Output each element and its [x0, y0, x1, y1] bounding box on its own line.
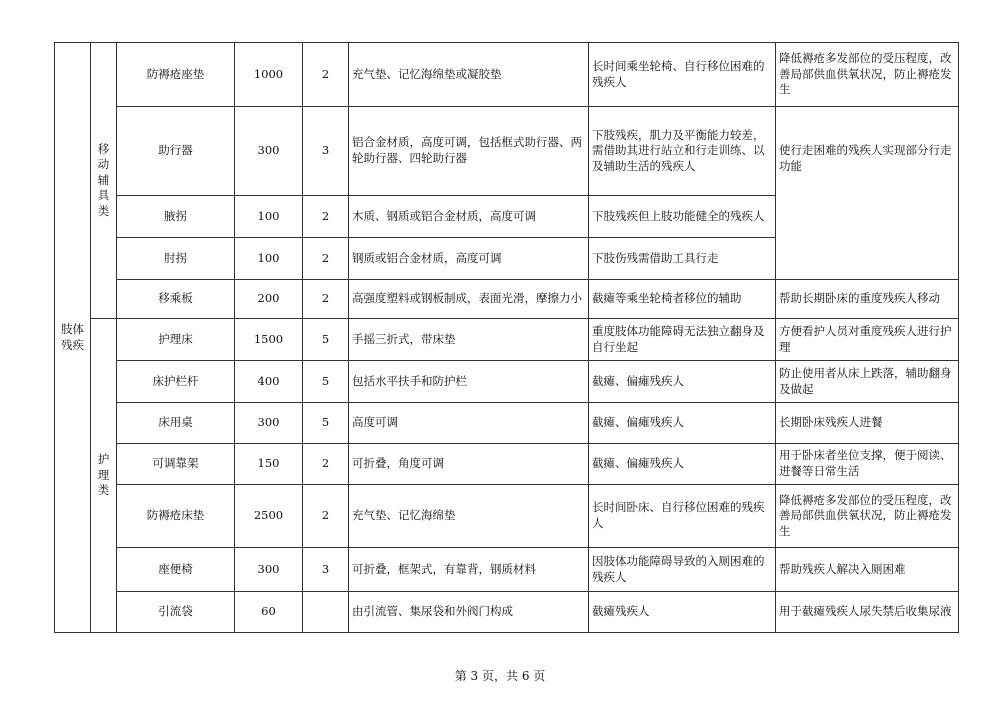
category-cell: 肢体残疾: [55, 43, 91, 633]
spec-cell: 包括水平扶手和防护栏: [349, 361, 589, 403]
target-cell: 长时间卧床、自行移位困难的残疾人: [589, 485, 776, 548]
price-cell: 100: [235, 196, 303, 238]
purpose-cell: 方便看护人员对重度残疾人进行护理: [776, 319, 959, 361]
years-cell: 3: [303, 548, 349, 592]
table-row: [55, 403, 959, 444]
target-cell: 长时间乘坐轮椅、自行移位困难的残疾人: [589, 43, 776, 107]
years-cell: 2: [303, 444, 349, 485]
target-cell: 截瘫、偏瘫残疾人: [589, 361, 776, 403]
purpose-cell: 降低褥疮多发部位的受压程度，改善局部供血供氧状况，防止褥疮发生: [776, 43, 959, 107]
device-name: 床用桌: [117, 403, 235, 444]
years-cell: 3: [303, 107, 349, 196]
table-row: [55, 548, 959, 592]
purpose-cell: 长期卧床残疾人进餐: [776, 403, 959, 444]
spec-cell: 高度可调: [349, 403, 589, 444]
price-cell: 300: [235, 403, 303, 444]
device-name: 床护栏杆: [117, 361, 235, 403]
group-label: 护理类: [97, 452, 110, 498]
device-name: 座便椅: [117, 548, 235, 592]
target-cell: 截瘫等乘坐轮椅者移位的辅助: [589, 280, 776, 319]
group-cell-care: [91, 319, 117, 633]
years-cell: 2: [303, 238, 349, 280]
spec-cell: 高强度塑料或钢板制成，表面光滑，摩擦力小: [349, 280, 589, 319]
price-cell: 150: [235, 444, 303, 485]
table-row: [55, 361, 959, 403]
group-label: 移动辅具类: [97, 141, 110, 218]
years-cell: 2: [303, 43, 349, 107]
price-cell: 300: [235, 107, 303, 196]
years-cell: [303, 592, 349, 633]
purpose-cell: 降低褥疮多发部位的受压程度，改善局部供血供氧状况，防止褥疮发生: [776, 485, 959, 548]
price-cell: 200: [235, 280, 303, 319]
target-cell: 下肢残疾但上肢功能健全的残疾人: [589, 196, 776, 238]
years-cell: 2: [303, 485, 349, 548]
device-name: 肘拐: [117, 238, 235, 280]
device-name: 护理床: [117, 319, 235, 361]
target-cell: 截瘫、偏瘫残疾人: [589, 403, 776, 444]
target-cell: 下肢残疾，肌力及平衡能力较差，需借助其进行站立和行走训练、以及辅助生活的残疾人: [589, 107, 776, 196]
table-row: [55, 107, 959, 196]
purpose-cell: 帮助残疾人解决入厕困难: [776, 548, 959, 592]
purpose-cell: 使行走困难的残疾人实现部分行走功能: [776, 107, 959, 280]
years-cell: 2: [303, 280, 349, 319]
purpose-cell: 帮助长期卧床的重度残疾人移动: [776, 280, 959, 319]
spec-cell: 手摇三折式，带床垫: [349, 319, 589, 361]
table-row: [55, 592, 959, 633]
device-name: 可调靠架: [117, 444, 235, 485]
spec-cell: 由引流管、集尿袋和外阀门构成: [349, 592, 589, 633]
target-cell: 截瘫、偏瘫残疾人: [589, 444, 776, 485]
device-name: 防褥疮座垫: [117, 43, 235, 107]
table-row: [55, 280, 959, 319]
device-name: 引流袋: [117, 592, 235, 633]
table-row: [55, 319, 959, 361]
price-cell: 400: [235, 361, 303, 403]
years-cell: 2: [303, 196, 349, 238]
target-cell: 截瘫残疾人: [589, 592, 776, 633]
device-name: 移乘板: [117, 280, 235, 319]
price-cell: 100: [235, 238, 303, 280]
spec-cell: 铝合金材质，高度可调，包括框式助行器、两轮助行器、四轮助行器: [349, 107, 589, 196]
target-cell: 重度肢体功能障碍无法独立翻身及自行坐起: [589, 319, 776, 361]
years-cell: 5: [303, 361, 349, 403]
price-cell: 1000: [235, 43, 303, 107]
spec-cell: 充气垫、记忆海绵垫: [349, 485, 589, 548]
price-cell: 1500: [235, 319, 303, 361]
device-name: 助行器: [117, 107, 235, 196]
spec-cell: 可折叠，框架式，有靠背，钢质材料: [349, 548, 589, 592]
spec-cell: 充气垫、记忆海绵垫或凝胶垫: [349, 43, 589, 107]
purpose-cell: 防止使用者从床上跌落，辅助翻身及做起: [776, 361, 959, 403]
target-cell: 下肢伤残需借助工具行走: [589, 238, 776, 280]
table-row: [55, 43, 959, 107]
spec-cell: 钢质或铝合金材质，高度可调: [349, 238, 589, 280]
spec-cell: 可折叠，角度可调: [349, 444, 589, 485]
table-row: [55, 485, 959, 548]
target-cell: 因肢体功能障碍导致的入厕困难的残疾人: [589, 548, 776, 592]
price-cell: 300: [235, 548, 303, 592]
years-cell: 5: [303, 319, 349, 361]
group-cell-mobility: [91, 43, 117, 319]
table-row: [55, 444, 959, 485]
assistive-device-table: [54, 42, 959, 633]
spec-cell: 木质、钢质或铝合金材质，高度可调: [349, 196, 589, 238]
device-name: 防褥疮床垫: [117, 485, 235, 548]
price-cell: 60: [235, 592, 303, 633]
price-cell: 2500: [235, 485, 303, 548]
years-cell: 5: [303, 403, 349, 444]
purpose-cell: 用于截瘫残疾人尿失禁后收集尿液: [776, 592, 959, 633]
page-footer: 第 3 页，共 6 页: [454, 669, 546, 683]
purpose-cell: 用于卧床者坐位支撑，便于阅读、进餐等日常生活: [776, 444, 959, 485]
device-name: 腋拐: [117, 196, 235, 238]
